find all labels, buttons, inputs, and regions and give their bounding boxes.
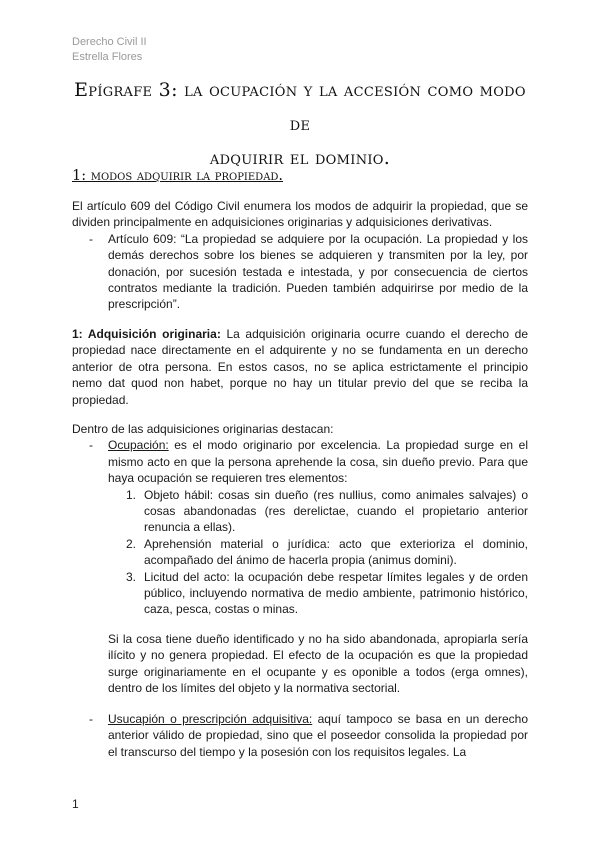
article-609-item xyxy=(72,231,528,313)
list-dash: - xyxy=(89,438,93,453)
ocupacion-note-block xyxy=(72,631,528,697)
original-acquisition-block xyxy=(72,326,528,408)
ocupacion-note: Si la cosa tiene dueño identificado y no ha sido abandonada, apropiarla sería ilícito y no genera propiedad. El efecto de la ocupación es que la propiedad surge originariamente en el ocupante y es oponible a todos (erga omnes), dentro de los límites del objeto y la normativa sectorial. xyxy=(108,632,528,696)
page-header xyxy=(72,35,147,65)
intro-paragraph: El artículo 609 del Código Civil enumera los modos de adquirir la propiedad, que se dividen principalmente en adquisiciones originarias y adquisiciones derivativas. xyxy=(72,199,528,230)
usucapion-item xyxy=(72,711,528,760)
original-acquisition-label: 1: Adquisición originaria: xyxy=(72,327,221,341)
title-line-2: adquirir el dominio. xyxy=(209,147,391,169)
header-course: Derecho Civil II xyxy=(72,36,147,48)
list-dash: - xyxy=(89,712,93,726)
page-number: 1 xyxy=(72,797,79,811)
requirement-number: 2. xyxy=(126,536,137,551)
requirement-text: Objeto hábil: cosas sin dueño (res nullius, como animales salvajes) o cosas abandonadas (res derelictae, cuando el propietario anterior renuncia a ellas). xyxy=(144,487,528,535)
requirement-item-3 xyxy=(72,569,528,618)
list-dash: - xyxy=(89,231,93,246)
requirement-number: 1. xyxy=(126,487,137,502)
document-title xyxy=(72,73,528,175)
usucapion-label: Usucapión o prescripción adquisitiva: xyxy=(108,712,313,726)
title-line-1: Epígrafe 3: la ocupación y la accesión como modo de xyxy=(74,79,526,135)
ocupacion-label: Ocupación: xyxy=(108,438,169,453)
ocupacion-item xyxy=(72,437,528,486)
intro-block xyxy=(72,198,528,313)
usucapion-text: aquí tampoco se basa en un derecho anterior válido de propiedad, sino que el poseedor consolida la propiedad por el transcurso del tiempo y la posesión con los requisitos legales. La xyxy=(108,712,528,759)
requirement-item-1 xyxy=(72,487,528,536)
requirement-text: Aprehensión material o jurídica: acto que exterioriza el dominio, acompañado del ánimo de hacerla propia (animus domini). xyxy=(144,536,528,568)
originary-list-block xyxy=(72,421,528,618)
original-acquisition-paragraph xyxy=(72,326,528,408)
ocupacion-text: es el modo originario por excelencia. La propiedad surge en el mismo acto en que la persona aprehende la cosa, sin dueño previo. Para que haya ocupación se requieren tres elementos: xyxy=(108,438,528,486)
article-609-text: Artículo 609: “La propiedad se adquiere por la ocupación. La propiedad y los demás derechos sobre los bienes se adquieren y transmiten por la ley, por donación, por sucesión testada e intestada, y por consecuencia de ciertos contratos mediante la tradición. Pueden también adquirirse por medio de la prescripción”. xyxy=(108,231,528,312)
requirement-item-2 xyxy=(72,536,528,569)
requirement-text: Licitud del acto: la ocupación debe respetar límites legales y de orden público, incluyendo normativa de medio ambiente, patrimonio histórico, caza, pesca, costas o minas. xyxy=(144,569,528,617)
usucapion-block xyxy=(72,711,528,760)
within-intro: Dentro de las adquisiciones originarias destacan: xyxy=(72,422,334,436)
requirement-number: 3. xyxy=(126,569,137,584)
header-author: Estrella Flores xyxy=(72,51,143,63)
original-acquisition-text: La adquisición originaria ocurre cuando el derecho de propiedad nace directamente en el adquirente y no se fundamenta en un derecho anterior de otra persona. En estos casos, no se aplica estrictamente el principio nemo dat quod non habet, porque no hay un titular previo del que se reciba la propiedad. xyxy=(72,327,529,407)
section-heading: 1: modos adquirir la propiedad. xyxy=(72,168,284,184)
